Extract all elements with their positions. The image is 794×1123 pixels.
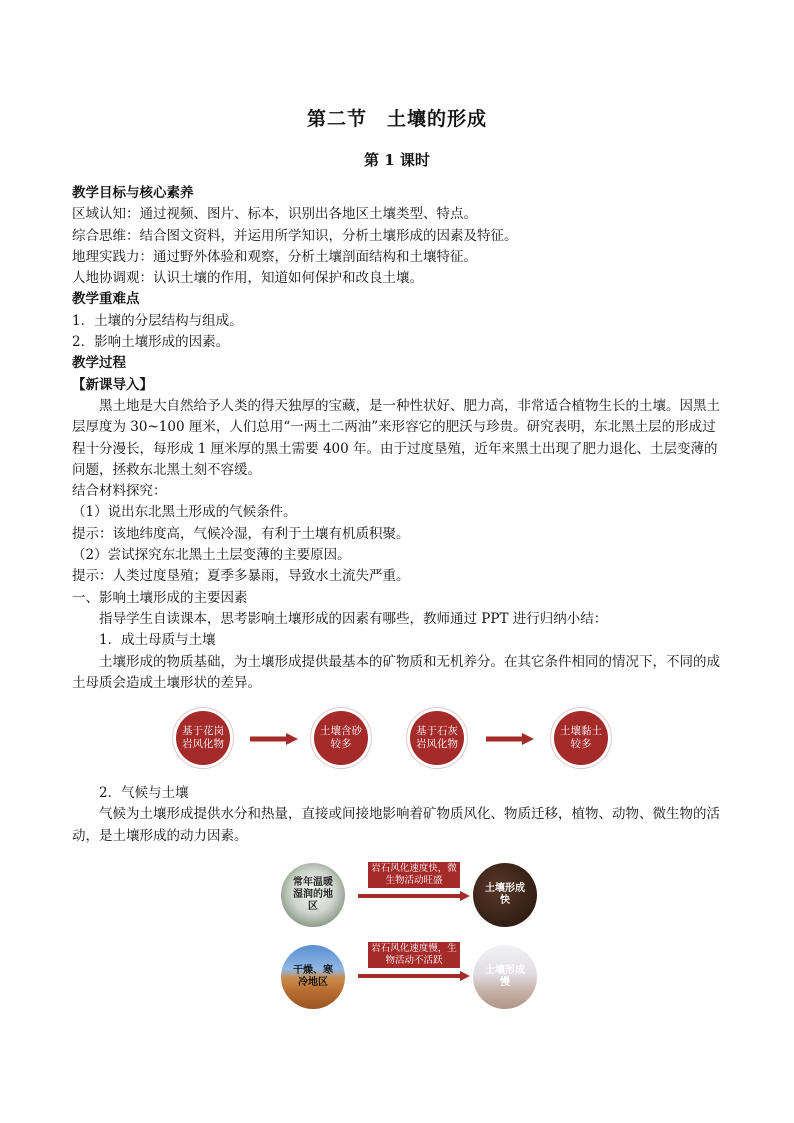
arrow-right-icon <box>250 733 298 745</box>
keypoint-item: 2．影响土壤形成的因素。 <box>72 334 230 351</box>
intro-paragraph: 黑土地是大自然给予人类的得天独厚的宝藏，是一种性状好、肥力高，非常适合植物生长的土壤。因黑土层厚度为 30~100 厘米，人们总用“一两土二两油”来形容它的肥沃与珍贵。研究表明，东北黑土层的形成过程十分漫长，每形成 1 厘米厚的黑土需要 400 年。由于过度垦殖，近年来黑土出现了肥力退化、土层变薄的问题，拯救东北黑土刻不容缓。 <box>72 397 720 478</box>
goals-heading: 教学目标与核心素养 <box>72 185 194 201</box>
diagram-node-clay-soil: 土壤黏土较多 <box>554 711 608 765</box>
dark-soil-photo: 土壤形成快 <box>473 863 537 927</box>
question-2: （2）尝试探究东北黑土土层变薄的主要原因。 <box>72 547 351 564</box>
arid-landscape-photo: 干燥、寒冷地区 <box>281 945 345 1009</box>
document-body <box>72 183 722 1017</box>
pale-soil-photo: 土壤形成慢 <box>473 945 537 1009</box>
question-1: （1）说出东北黑土形成的气候条件。 <box>72 504 297 521</box>
keypoints-heading: 教学重难点 <box>72 291 140 308</box>
diagram-node-sandy-soil: 土壤含砂较多 <box>314 711 368 765</box>
sub2-paragraph: 气候为土壤形成提供水分和热量，直接或间接地影响着矿物质风化、物质迁移，植物、动物、微生物的活动，是土壤形成的动力因素。 <box>72 806 720 844</box>
answer-2: 提示：人类过度垦殖；夏季多暴雨，导致水土流失严重。 <box>72 568 410 585</box>
page-title: 第二节 土壤的形成 <box>306 108 487 130</box>
section1-intro: 指导学生自读课本，思考影响土壤形成的因素有哪些，教师通过 PPT 进行归纳小结： <box>99 610 608 627</box>
section1-heading: 一、影响土壤形成的主要因素 <box>72 589 248 606</box>
answer-1: 提示：该地纬度高，气候冷湿，有利于土壤有机质积聚。 <box>72 525 410 542</box>
keypoint-item: 1．土壤的分层结构与组成。 <box>72 312 243 329</box>
goal-item: 区域认知：通过视频、图片、标本，识别出各地区土壤类型、特点。 <box>72 206 477 223</box>
goal-item: 地理实践力：通过野外体验和观察，分析土壤剖面结构和土壤特征。 <box>72 248 477 265</box>
fast-weathering-label: 岩石风化速度快，微生物活动旺盛 <box>368 862 460 888</box>
parent-material-diagram <box>72 706 722 770</box>
slow-weathering-label: 岩石风化速度慢，生物活动不活跃 <box>368 942 460 968</box>
diagram-node-granite: 基于花岗岩风化物 <box>176 711 230 765</box>
arrow-right-icon <box>358 891 470 901</box>
explore-heading: 结合材料探究： <box>72 483 167 500</box>
page-subtitle: 第 1 课时 <box>364 151 430 169</box>
intro-heading: 【新课导入】 <box>72 376 153 393</box>
sub2-heading: 2．气候与土壤 <box>99 785 189 802</box>
arrow-right-icon <box>358 971 470 981</box>
arrow-right-icon <box>486 733 534 745</box>
goal-item: 综合思维：结合图文资料，并运用所学知识，分析土壤形成的因素及特征。 <box>72 227 518 244</box>
humid-landscape-photo: 常年温暖湿润的地区 <box>281 863 345 927</box>
goal-item: 人地协调观：认识土壤的作用，知道如何保护和改良土壤。 <box>72 270 423 287</box>
sub1-heading: 1．成土母质与土壤 <box>99 632 216 649</box>
diagram-node-limestone: 基于石灰岩风化物 <box>410 711 464 765</box>
process-heading: 教学过程 <box>72 355 126 372</box>
sub1-paragraph: 土壤形成的物质基础，为土壤形成提供最基本的矿物质和无机养分。在其它条件相同的情况下，不同的成土母质会造成土壤形状的差异。 <box>72 653 720 691</box>
climate-diagram <box>72 855 722 1017</box>
